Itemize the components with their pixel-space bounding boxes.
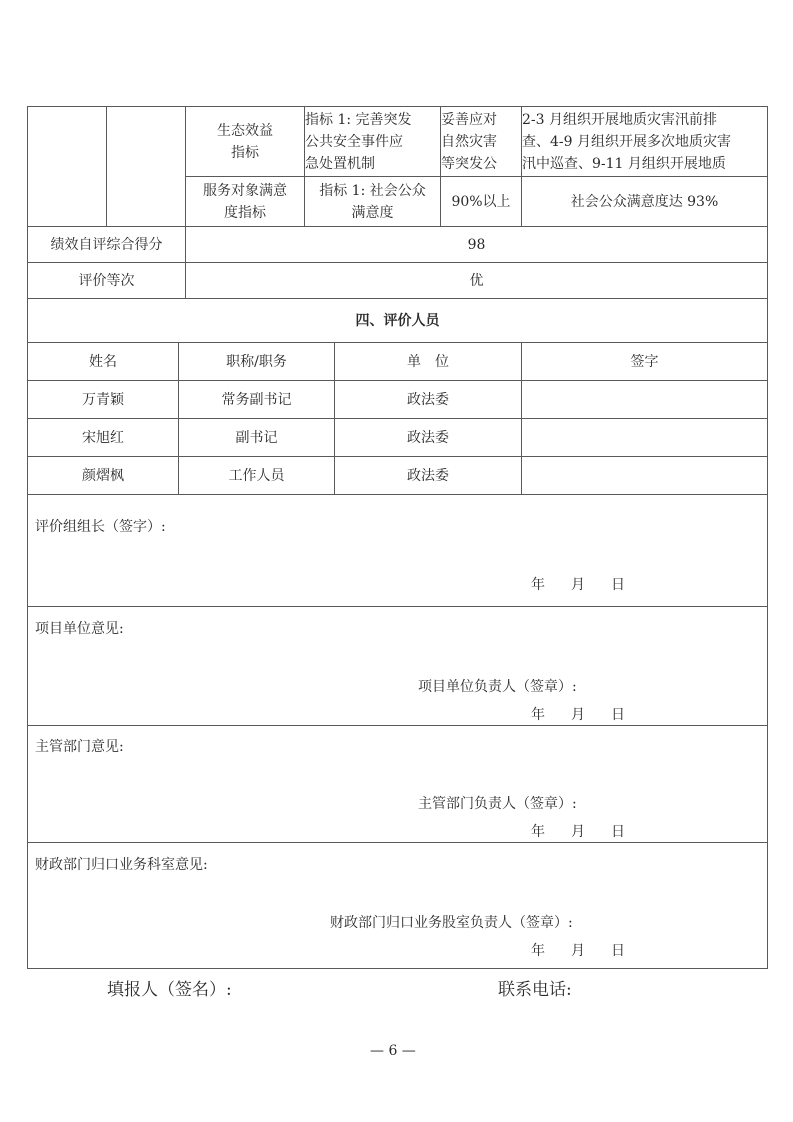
- evaluator-title: 副书记: [235, 429, 278, 446]
- service-category-cell: [186, 177, 304, 226]
- eco-indicator-cell: [305, 107, 440, 176]
- score-value: 98: [467, 236, 486, 253]
- evaluator-name: 颜熠枫: [82, 467, 124, 484]
- eco-target-line: 妥善应对: [441, 112, 497, 128]
- date-month: 月: [571, 707, 585, 723]
- date-year: 年: [531, 824, 545, 840]
- header-signature: 签字: [630, 353, 659, 370]
- eco-target-line: 等突发公: [441, 156, 497, 172]
- date-year: 年: [531, 577, 545, 593]
- evaluator-unit: 政法委: [407, 391, 449, 408]
- date-month: 月: [571, 577, 585, 593]
- eco-result-line: 2-3 月组织开展地质灾害汛前排: [522, 112, 717, 128]
- table-border-bottom: [27, 968, 768, 969]
- header-name: 姓名: [89, 353, 117, 370]
- header-unit: 单 位: [407, 353, 449, 370]
- date-year: 年: [531, 943, 545, 959]
- eco-result-line: 汛中巡查、9-11 月组织开展地质: [522, 156, 726, 172]
- date-month: 月: [571, 943, 585, 959]
- date-month: 月: [571, 824, 585, 840]
- eco-result-cell: [522, 107, 767, 176]
- service-result-cell: 社会公众满意度达 93%: [570, 193, 719, 210]
- row-divider: [27, 494, 768, 495]
- header-title: 职称/职务: [226, 353, 287, 370]
- eco-result-line: 查、4-9 月组织开展多次地质灾害: [522, 134, 731, 150]
- page-number: — 6 —: [370, 1043, 416, 1059]
- eco-category-cell: [186, 107, 304, 176]
- date-year: 年: [531, 707, 545, 723]
- grade-label: 评价等次: [78, 272, 135, 289]
- phone-label: 联系电话:: [498, 980, 572, 1000]
- eco-target-line: 自然灾害: [441, 134, 497, 150]
- service-indicator-line: 指标 1: 社会公众: [319, 182, 426, 199]
- section-title: 四、评价人员: [355, 312, 440, 329]
- row-divider: [27, 725, 768, 726]
- evaluator-unit: 政法委: [407, 429, 449, 446]
- evaluator-signature[interactable]: [522, 419, 767, 456]
- service-target-cell: 90%以上: [451, 193, 511, 210]
- eco-indicator-line: 指标 1: 完善突发: [305, 112, 412, 128]
- evaluator-title: 常务副书记: [221, 391, 292, 408]
- evaluator-signature[interactable]: [522, 381, 767, 418]
- table-border-right: [767, 106, 768, 968]
- service-category-line: 度指标: [224, 204, 266, 221]
- filler-label: 填报人（签名）:: [107, 980, 232, 1000]
- sign-block-label: 项目单位意见:: [35, 621, 124, 637]
- evaluator-name: 万青颖: [82, 391, 124, 408]
- sign-block-label: 主管部门意见:: [35, 739, 124, 755]
- eco-target-cell: [441, 107, 521, 176]
- evaluator-title: 工作人员: [228, 467, 285, 484]
- sign-block-label: 财政部门归口业务科室意见:: [35, 857, 208, 873]
- signer-label: 财政部门归口业务股室负责人（签章）:: [330, 915, 573, 931]
- service-indicator-line: 满意度: [351, 204, 394, 221]
- date-day: 日: [611, 943, 625, 959]
- row-divider: [27, 606, 768, 607]
- evaluator-name: 宋旭红: [82, 429, 124, 446]
- date-day: 日: [611, 577, 625, 593]
- service-category-line: 服务对象满意: [203, 182, 287, 199]
- sign-block-label: 评价组组长（签字）:: [35, 519, 166, 535]
- date-day: 日: [611, 824, 625, 840]
- date-day: 日: [611, 707, 625, 723]
- signer-label: 主管部门负责人（签章）:: [418, 796, 577, 812]
- eco-category-line: 指标: [231, 144, 259, 161]
- eco-category-line: 生态效益: [217, 122, 273, 139]
- evaluator-unit: 政法委: [407, 467, 449, 484]
- score-label: 绩效自评综合得分: [50, 236, 163, 253]
- row-divider: [27, 842, 768, 843]
- signer-label: 项目单位负责人（签章）:: [418, 679, 577, 695]
- eco-indicator-line: 急处置机制: [305, 156, 375, 172]
- evaluator-signature[interactable]: [522, 457, 767, 494]
- grade-value: 优: [469, 272, 484, 289]
- col-divider: [106, 106, 107, 226]
- eco-indicator-line: 公共安全事件应: [305, 134, 403, 150]
- service-indicator-cell: [305, 177, 440, 226]
